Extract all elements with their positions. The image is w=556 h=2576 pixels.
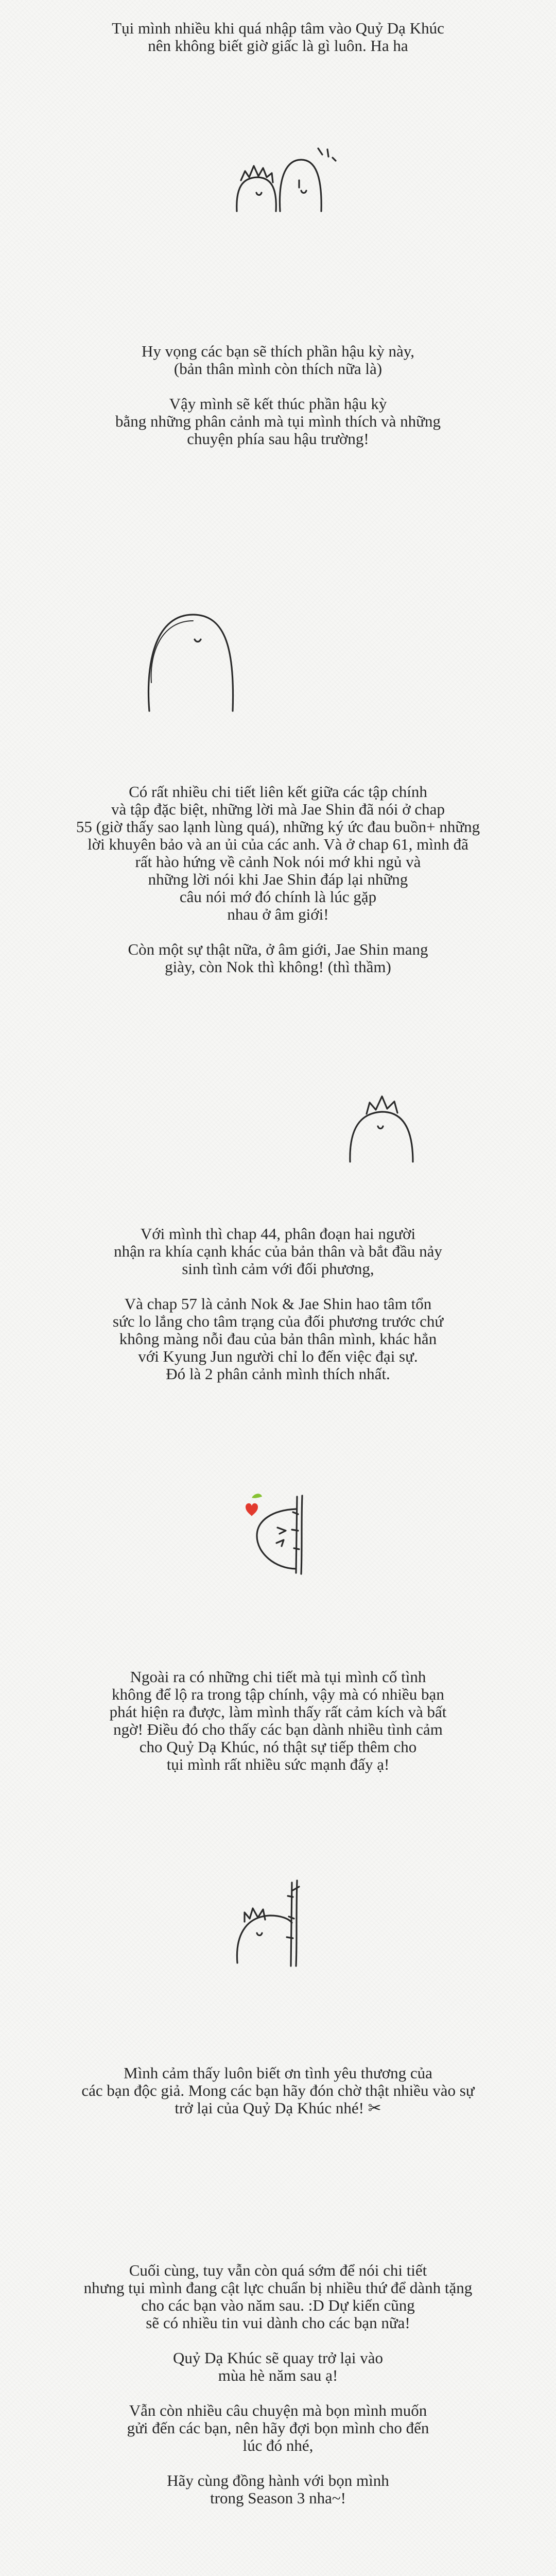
paragraph [46, 2472, 510, 2507]
text-line: nhau ở âm giới! [227, 905, 329, 923]
text-line: Còn một sự thật nữa, ở âm giới, Jae Shin mang [128, 940, 428, 958]
paragraph [46, 2402, 510, 2454]
peeking-blob-hearts-icon [234, 1492, 311, 1574]
text-line: lời khuyên bảo và an ủi của các anh. Và ở chap 61, mình đã [88, 835, 468, 853]
paragraph [46, 2349, 510, 2384]
text-line: trong Season 3 nha~! [210, 2489, 346, 2507]
text-line: tụi mình rất nhiều sức mạnh đấy ạ! [166, 1755, 390, 1773]
text-epilogue [46, 343, 510, 448]
paragraph [46, 2262, 510, 2332]
text-line: Có rất nhiều chi tiết liên kết giữa các tập chính [129, 783, 427, 801]
paragraph [46, 343, 510, 378]
paragraph [46, 20, 510, 55]
text-line: các bạn độc giả. Mong các bạn hãy đón chờ thật nhiều vào sự [81, 2081, 475, 2099]
text-line: không màng nỗi đau của bản thân mình, khác hẳn [119, 1330, 437, 1348]
paragraph [46, 783, 510, 923]
text-line: (bản thân mình còn thích nữa là) [173, 360, 383, 378]
text-line: nên không biết giờ giấc là gì luôn. Ha ha [148, 37, 408, 55]
text-line: Vẫn còn nhiều câu chuyện mà bọn mình muốn [129, 2401, 427, 2419]
text-line: rất hào hứng về cảnh Nok nói mớ khi ngủ và [135, 853, 421, 871]
text-line: chuyện phía sau hậu trường! [187, 430, 369, 448]
two-blob-characters-icon [227, 139, 340, 216]
text-line: Hy vọng các bạn sẽ thích phần hậu kỳ này, [142, 342, 414, 360]
peeking-blob-crown-icon [229, 1875, 306, 1968]
text-thanks [46, 2064, 510, 2117]
nok-crown-blob-icon [345, 1087, 422, 1164]
text-line: và tập đặc biệt, những lời mà Jae Shin đã nói ở chap [111, 800, 445, 818]
paragraph [46, 2064, 510, 2117]
text-line: trở lại của Quỷ Dạ Khúc nhé! ✂ [175, 2099, 381, 2117]
text-line: gửi đến các bạn, nên hãy đợi bọn mình cho đến [127, 2419, 429, 2437]
text-line: Và chap 57 là cảnh Nok & Jae Shin hao tâm tổn [124, 1295, 432, 1313]
text-line: nhận ra khía cạnh khác của bản thân và bắt đầu nảy [114, 1242, 442, 1260]
text-line: Đó là 2 phân cảnh mình thích nhất. [166, 1365, 390, 1383]
paragraph [46, 1295, 510, 1383]
paragraph [46, 1668, 510, 1773]
text-details [46, 783, 510, 976]
text-line: lúc đó nhé, [242, 2436, 314, 2454]
paragraph [46, 1225, 510, 1278]
text-line: câu nói mớ đó chính là lúc gặp [179, 888, 377, 906]
jae-shin-blob-icon [144, 611, 242, 714]
text-line: mùa hè năm sau ạ! [218, 2366, 338, 2384]
text-line: nhưng tụi mình đang cật lực chuẩn bị nhiều thứ để dành tặng [83, 2279, 473, 2297]
text-line: Mình cảm thấy luôn biết ơn tình yêu thương của [124, 2064, 432, 2082]
text-line: cho các bạn vào năm sau. :D Dự kiến cũng [141, 2296, 415, 2314]
text-line: những lời nói khi Jae Shin đáp lại những [148, 870, 408, 888]
text-line: cho Quỷ Dạ Khúc, nó thật sự tiếp thêm cho [139, 1738, 417, 1756]
text-line: Cuối cùng, tuy vẫn còn quá sớm để nói chi tiết [129, 2261, 427, 2279]
text-line: Tụi mình nhiều khi quá nhập tâm vào Quỷ Dạ Khúc [112, 19, 444, 37]
text-line: không để lộ ra trong tập chính, vậy mà có nhiều bạn [112, 1685, 444, 1703]
text-line: với Kyung Jun người chỉ lo đến việc đại sự. [138, 1347, 418, 1365]
text-favorites [46, 1225, 510, 1383]
paragraph [46, 395, 510, 448]
text-line: sức lo lắng cho tâm trạng của đối phương trước chứ [112, 1312, 444, 1330]
text-line: Quỷ Dạ Khúc sẽ quay trở lại vào [172, 2349, 384, 2367]
text-line: sẽ có nhiều tin vui dành cho các bạn nữa! [146, 2314, 410, 2332]
text-intro [46, 20, 510, 55]
text-line: Ngoài ra có những chi tiết mà tụi mình cố tình [130, 1668, 426, 1686]
text-line: Với mình thì chap 44, phân đoạn hai người [140, 1225, 416, 1243]
text-line: giày, còn Nok thì không! (thì thầm) [165, 958, 391, 976]
text-line: 55 (giờ thấy sao lạnh lùng quá), những ký ức đau buồn+ những [76, 818, 480, 836]
text-line: phát hiện ra được, làm mình thấy rất cảm kích và bất [109, 1703, 447, 1721]
text-line: bằng những phân cảnh mà tụi mình thích và những [115, 412, 441, 430]
text-line: Vậy mình sẽ kết thúc phần hậu kỳ [169, 395, 387, 413]
text-hidden-details [46, 1668, 510, 1773]
text-line: sinh tình cảm với đối phương, [182, 1260, 374, 1278]
paragraph [46, 941, 510, 976]
text-closing [46, 2262, 510, 2507]
text-line: ngờ! Điều đó cho thấy các bạn dành nhiều tình cảm [113, 1720, 443, 1738]
text-line: Hãy cùng đồng hành với bọn mình [167, 2471, 389, 2489]
